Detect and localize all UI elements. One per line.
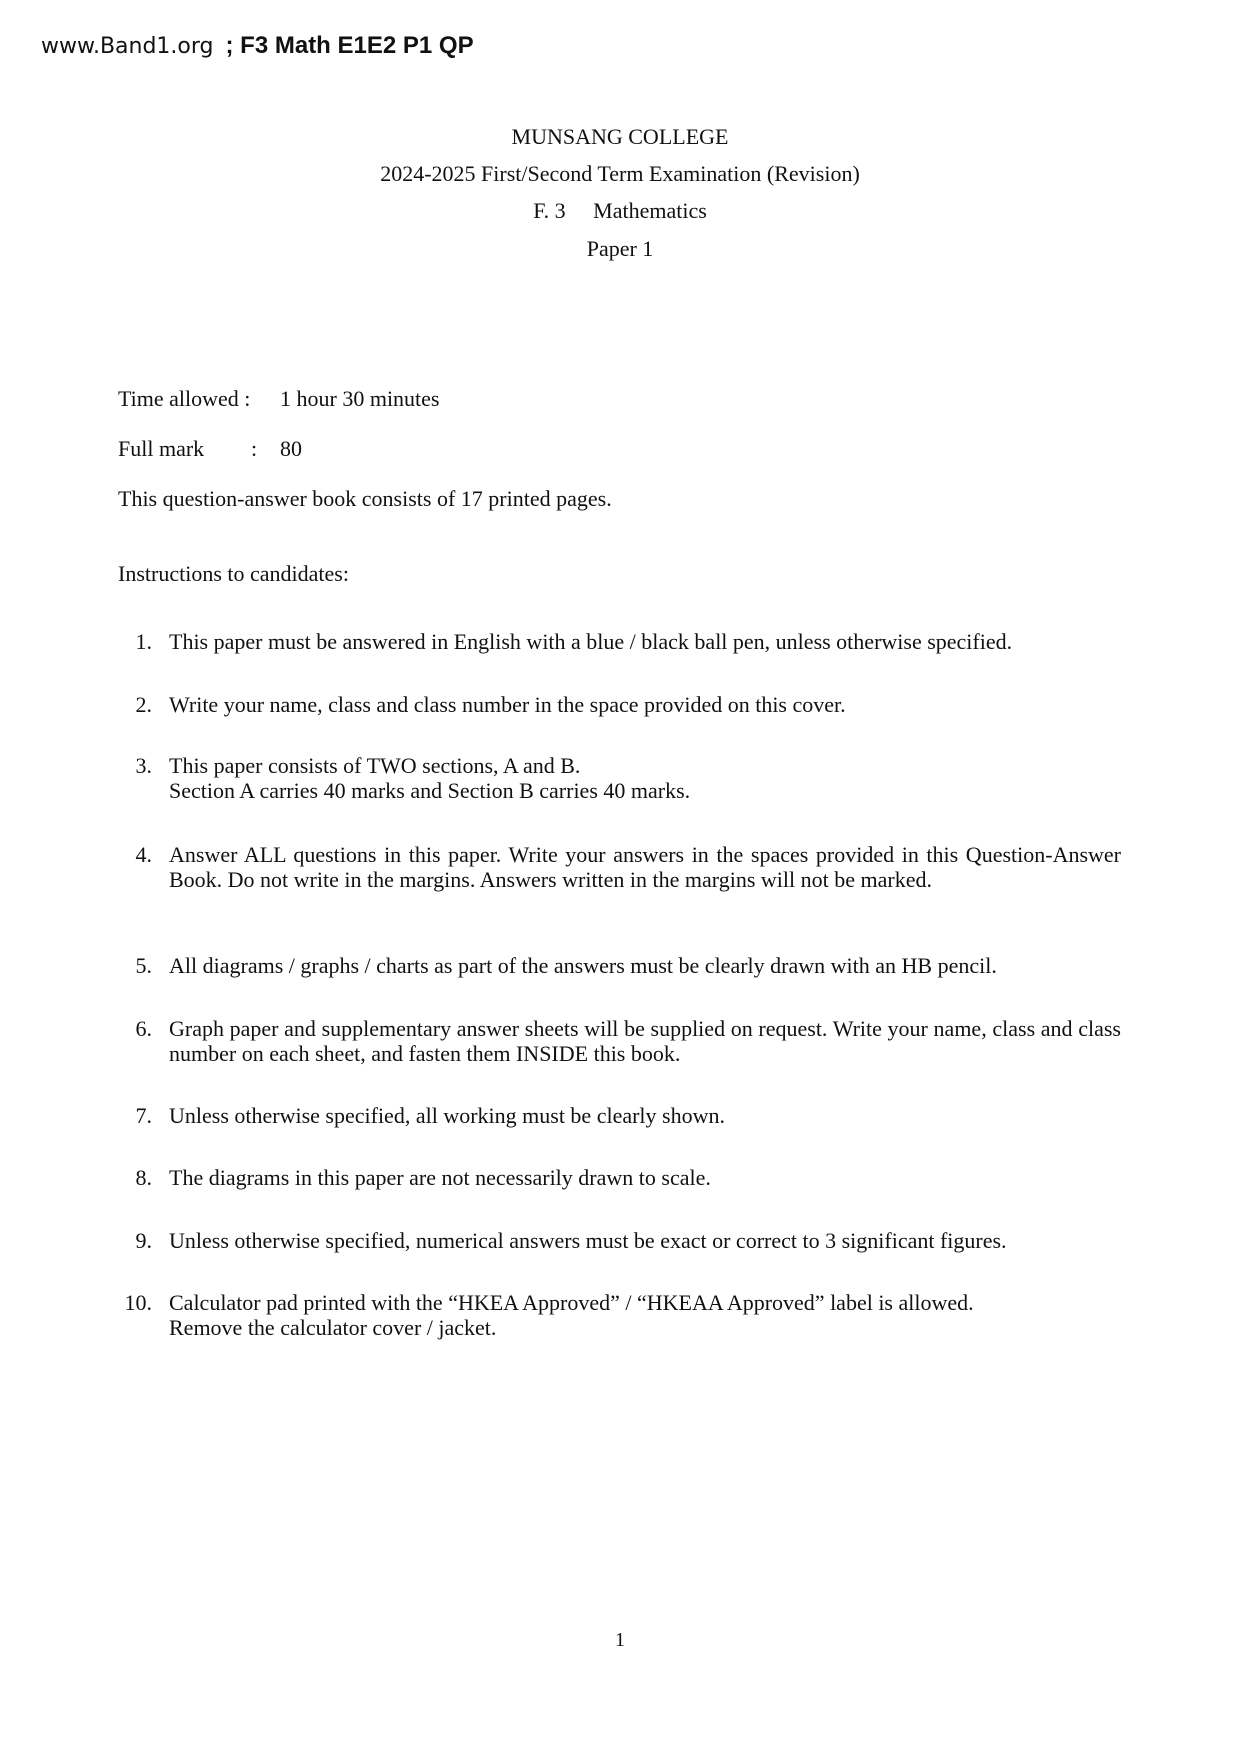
paper-number: Paper 1 xyxy=(586,236,654,261)
instruction-item: 10. Calculator pad printed with the “HKEA Approved” / “HKEAA Approved” label is allowed. Remove the calculator cover / jacket. xyxy=(124,1290,974,1340)
school-name: MUNSANG COLLEGE xyxy=(511,124,729,149)
instruction-item: 3. This paper consists of TWO sections, A and B. Section A carries 40 marks and Section B carries 40 marks. xyxy=(135,753,691,803)
document-title: ; F3 Math E1E2 P1 QP xyxy=(225,32,474,59)
instruction-item: 8. The diagrams in this paper are not necessarily drawn to scale. xyxy=(135,1165,711,1190)
instruction-item: 9. Unless otherwise specified, numerical answers must be exact or correct to 3 significant figures. xyxy=(135,1228,1007,1253)
full-mark-label: Full mark xyxy=(118,436,205,461)
page-number: 1 xyxy=(615,1629,625,1651)
instruction-item: 5. All diagrams / graphs / charts as part of the answers must be clearly drawn with an HB pencil. xyxy=(135,953,997,978)
instruction-item: 2. Write your name, class and class number in the space provided on this cover. xyxy=(135,692,846,717)
instruction-item: 4. Answer ALL questions in this paper. Write your answers in the spaces provided in this Question-Answer Book. Do not write in the margins. Answers written in the margins will not be marked. xyxy=(135,842,1121,892)
site-name: www.Band1.org xyxy=(41,34,214,59)
time-allowed-value: 1 hour 30 minutes xyxy=(280,386,440,411)
subject-line: F. 3 Mathematics xyxy=(533,198,707,223)
full-mark-value: 80 xyxy=(280,436,302,461)
instruction-item: 7. Unless otherwise specified, all working must be clearly shown. xyxy=(135,1103,725,1128)
instructions-heading: Instructions to candidates: xyxy=(118,561,349,586)
instruction-item: 6. Graph paper and supplementary answer sheets will be supplied on request. Write your name, class and class number on each sheet, and fasten them INSIDE this book. xyxy=(135,1016,1121,1066)
pages-note: This question-answer book consists of 17 printed pages. xyxy=(118,486,612,511)
instruction-item: 1. This paper must be answered in English with a blue / black ball pen, unless otherwise specified. xyxy=(135,629,1013,654)
watermark-header xyxy=(41,32,474,60)
full-mark-colon: : xyxy=(251,436,258,461)
exam-title: 2024-2025 First/Second Term Examination (Revision) xyxy=(380,161,860,186)
time-allowed-label: Time allowed : xyxy=(118,386,251,411)
